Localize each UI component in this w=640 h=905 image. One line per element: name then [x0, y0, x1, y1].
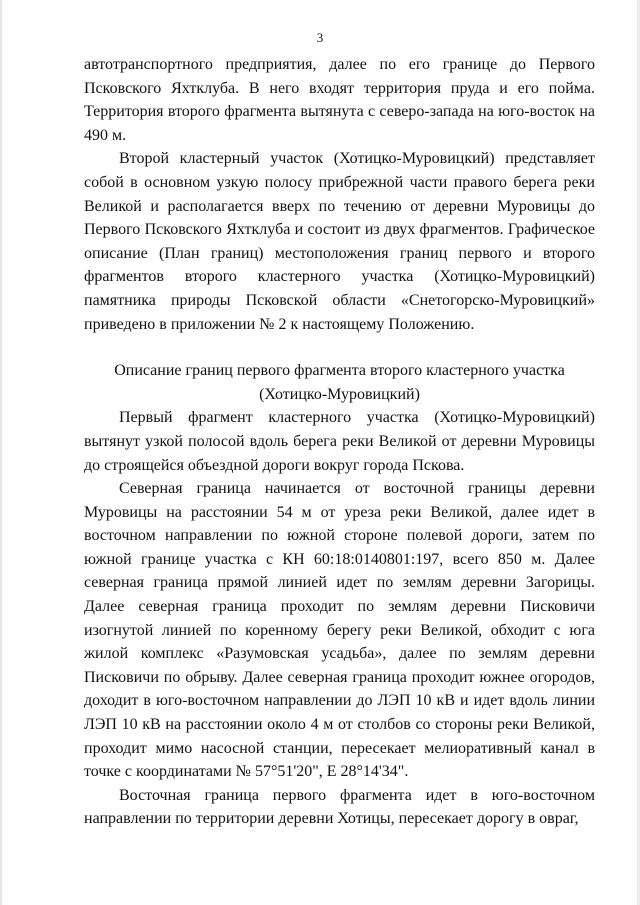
- paragraph-east-border: Восточная граница первого фрагмента идет в юго-восточном направлении по территории деревни Хотицы, пересекает дорогу в овраг,: [84, 786, 595, 828]
- document-body: [84, 53, 595, 831]
- section-heading: [84, 359, 595, 406]
- paragraph-second-cluster: Второй кластерный участок (Хотицко-Муровицкий) представляет собой в основном узкую полосу прибрежной части правого берега реки Великой и располагается вверх по течению от деревни Муровицы до Первого Псковского Яхтклуба и состоит из двух фрагментов. Графическое описание (План границ) местоположения границ первого и второго фрагментов второго кластерного участка (Хотицко-Муровицкий) памятника природы Псковской области «Снетогорско-Муровицкий» приведено в приложении № 2 к настоящему Положению.: [84, 150, 595, 333]
- page-number: 3: [316, 30, 324, 45]
- section-heading-line-1: Описание границ первого фрагмента второго кластерного участка: [114, 362, 565, 380]
- paragraph-first-fragment: Первый фрагмент кластерного участка (Хотицко-Муровицкий) вытянут узкой полосой вдоль берега реки Великой от деревни Муровицы до строящейся объездной дороги вокруг города Пскова.: [84, 409, 595, 474]
- section-heading-line-2: (Хотицко-Муровицкий): [259, 385, 420, 403]
- paragraph-continuation: автотранспортного предприятия, далее по его границе до Первого Псковского Яхтклуба. В него входят территория пруда и его поймa. Территория второго фрагмента вытянута с северо-запада на юго-восток на 490 м.: [84, 56, 595, 144]
- scan-edge-left: [0, 0, 2, 905]
- paragraph-north-border: Северная граница начинается от восточной границы деревни Муровицы на расстоянии 54 м от уреза реки Великой, далее идет в восточном направлении по южной стороне полевой дороги, затем по южной границе участка с КН 60:18:0140801:197, всего 850 м. Далее северная граница прямой линией идет по землям деревни Загорицы. Далее северная граница проходит по землям деревни Писковичи изогнутой линией по коренному берегу реки Великой, обходит с юга жилой комплекс «Разумовская усадьба», далее по землям деревни Писковичи по обрыву. Далее северная граница проходит южнее огородов, доходит в юго-восточном направлении до ЛЭП 10 кВ и идет вдоль линии ЛЭП 10 кВ на расстоянии около 4 м от столбов со стороны реки Великой, проходит мимо насосной станции, пересекает мелиоративный канал в точке с координатами № 57°51'20", Е 28°14'34".: [84, 480, 595, 781]
